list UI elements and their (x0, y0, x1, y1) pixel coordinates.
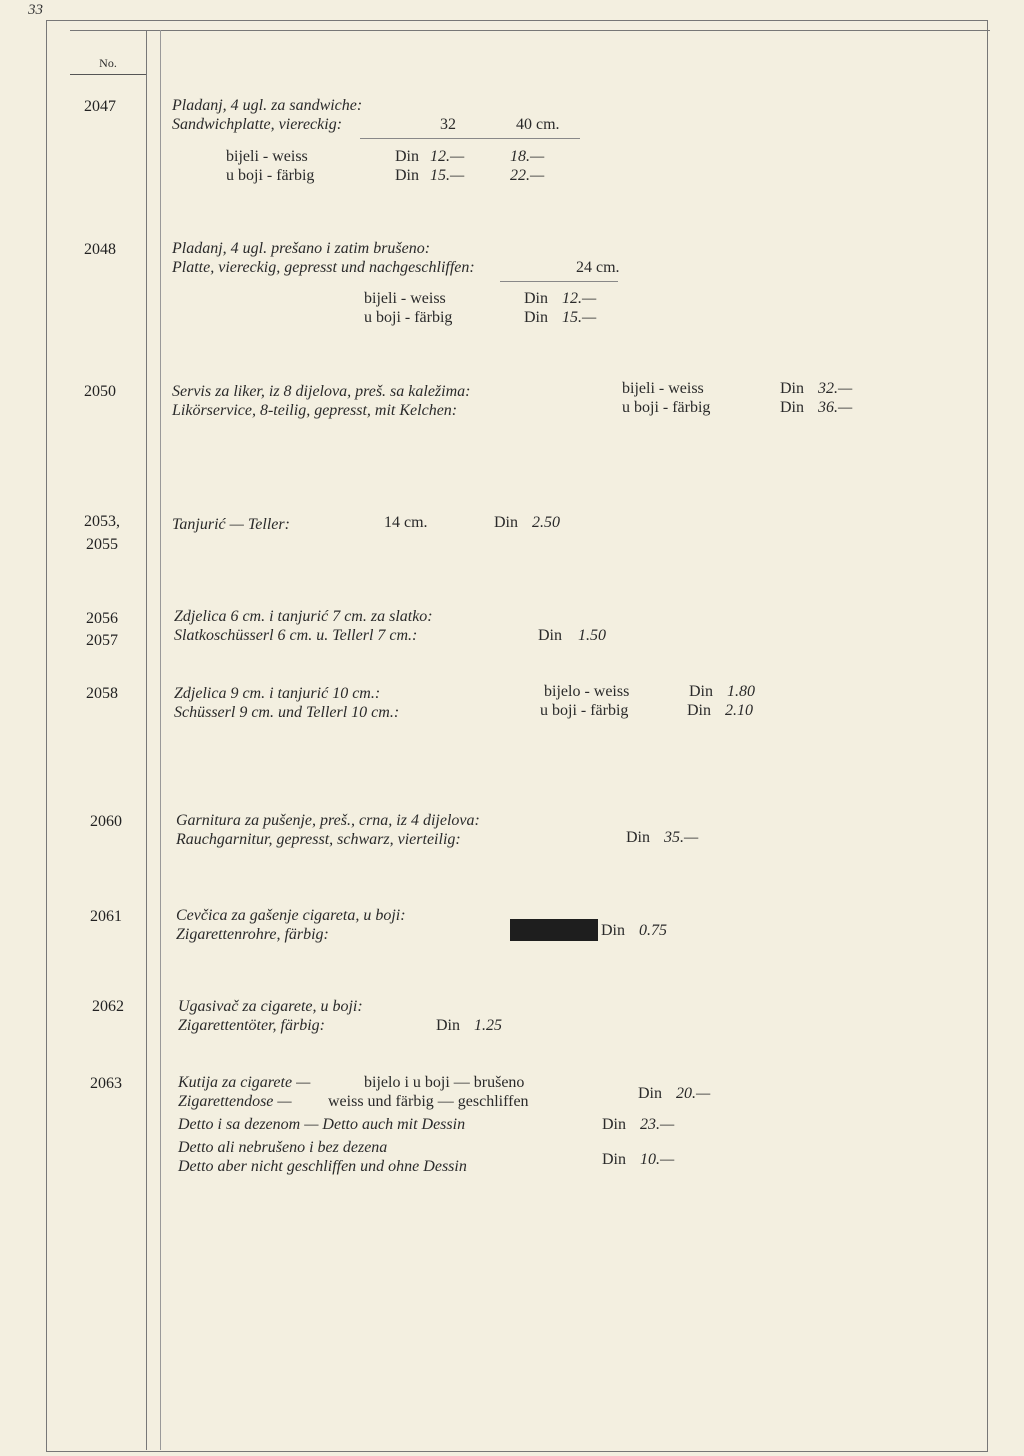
redaction-block (510, 919, 598, 941)
item-title-de: Platte, viereckig, gepresst und nachgeschliffen: (172, 259, 475, 276)
frame-top-rule (70, 30, 990, 31)
price: 23.— (640, 1116, 675, 1133)
item-number: 2062 (92, 998, 124, 1015)
price: 22.— (510, 167, 545, 184)
currency: Din (780, 399, 804, 416)
currency: Din (538, 627, 562, 644)
variant-line: Detto aber nicht geschliffen und ohne Dessin (178, 1158, 467, 1175)
item-number: 2060 (90, 813, 122, 830)
divider (500, 281, 618, 282)
currency: Din (601, 922, 625, 939)
price: 20.— (676, 1085, 711, 1102)
price: 1.50 (578, 627, 606, 644)
currency: Din (602, 1151, 626, 1168)
variant-line: Detto i sa dezenom — Detto auch mit Dessin (178, 1116, 466, 1133)
price: 36.— (818, 399, 853, 416)
variant-label: u boji - färbig (540, 702, 629, 719)
number-column-inner-rule (160, 30, 161, 1450)
variant-label: bijelo - weiss (544, 683, 630, 700)
price: 2.50 (532, 514, 560, 531)
price: 32.— (818, 380, 853, 397)
item-number: 2056 (86, 610, 118, 627)
currency: Din (687, 702, 711, 719)
price: 15.— (430, 167, 465, 184)
item-number: 2057 (86, 632, 118, 649)
item-title-de: Zigarettenrohre, färbig: (176, 926, 329, 943)
price: 12.— (430, 148, 465, 165)
price: 2.10 (725, 702, 753, 719)
item-title-hr: Ugasivač za cigarete, u boji: (178, 998, 363, 1015)
variant-label: bijeli - weiss (226, 148, 308, 165)
currency: Din (780, 380, 804, 397)
item-title-de: Zigarettendose — (178, 1093, 292, 1110)
price: 15.— (562, 309, 597, 326)
item-title-de: Slatkoschüsserl 6 cm. u. Tellerl 7 cm.: (174, 627, 418, 644)
item-title-hr: Pladanj, 4 ugl. prešano i zatim brušeno: (172, 240, 431, 257)
item-title-de-detail: weiss und färbig — geschliffen (328, 1093, 529, 1110)
item-number: 2063 (90, 1075, 122, 1092)
variant-label: bijeli - weiss (622, 380, 704, 397)
item-number: 2058 (86, 685, 118, 702)
item-number: 2048 (84, 241, 116, 258)
item-number: 2061 (90, 908, 122, 925)
number-column-header: No. (99, 56, 117, 70)
size-value: 14 cm. (384, 514, 428, 531)
item-number: 2050 (84, 383, 116, 400)
currency: Din (524, 309, 548, 326)
price: 1.80 (727, 683, 755, 700)
item-title-hr: Cevčica za gašenje cigareta, u boji: (176, 907, 406, 924)
currency: Din (638, 1085, 662, 1102)
size-value: 40 cm. (516, 116, 560, 133)
currency: Din (626, 829, 650, 846)
price: 12.— (562, 290, 597, 307)
item-title-hr: Zdjelica 6 cm. i tanjurić 7 cm. za slatko: (174, 608, 433, 625)
item-title-de: Sandwichplatte, viereckig: (172, 116, 343, 133)
variant-label: u boji - färbig (364, 309, 453, 326)
currency: Din (395, 167, 419, 184)
size-value: 32 (440, 116, 456, 133)
item-number: 2047 (84, 98, 116, 115)
price: 10.— (640, 1151, 675, 1168)
size-value: 24 cm. (576, 259, 620, 276)
page-frame (46, 20, 988, 1452)
variant-label: u boji - färbig (226, 167, 315, 184)
price: 18.— (510, 148, 545, 165)
item-title-hr: Garnitura za pušenje, preš., crna, iz 4 dijelova: (176, 812, 480, 829)
number-header-rule (70, 74, 146, 75)
item-title-de: Schüsserl 9 cm. und Tellerl 10 cm.: (174, 704, 400, 721)
item-title-hr: Pladanj, 4 ugl. za sandwiche: (172, 97, 363, 114)
price: 1.25 (474, 1017, 502, 1034)
item-title-de: Zigarettentöter, färbig: (178, 1017, 325, 1034)
item-title-hr: Kutija za cigarete — (178, 1074, 311, 1091)
item-title-hr: Zdjelica 9 cm. i tanjurić 10 cm.: (174, 685, 381, 702)
currency: Din (494, 514, 518, 531)
item-title-hr-detail: bijelo i u boji — brušeno (364, 1074, 525, 1091)
item-title-hr: Servis za liker, iz 8 dijelova, preš. sa kaležima: (172, 383, 471, 400)
item-title: Tanjurić — Teller: (172, 516, 290, 533)
currency: Din (689, 683, 713, 700)
variant-label: u boji - färbig (622, 399, 711, 416)
item-number: 2055 (86, 536, 118, 553)
currency: Din (395, 148, 419, 165)
variant-line: Detto ali nebrušeno i bez dezena (178, 1139, 388, 1156)
currency: Din (436, 1017, 460, 1034)
variant-label: bijeli - weiss (364, 290, 446, 307)
number-column-rule (146, 30, 147, 1450)
currency: Din (524, 290, 548, 307)
price: 0.75 (639, 922, 667, 939)
price: 35.— (664, 829, 699, 846)
page-number: 33 (28, 2, 43, 18)
item-title-de: Rauchgarnitur, gepresst, schwarz, vierteilig: (176, 831, 461, 848)
divider (360, 138, 580, 139)
currency: Din (602, 1116, 626, 1133)
item-number: 2053, (84, 513, 120, 530)
item-title-de: Likörservice, 8-teilig, gepresst, mit Kelchen: (172, 402, 458, 419)
